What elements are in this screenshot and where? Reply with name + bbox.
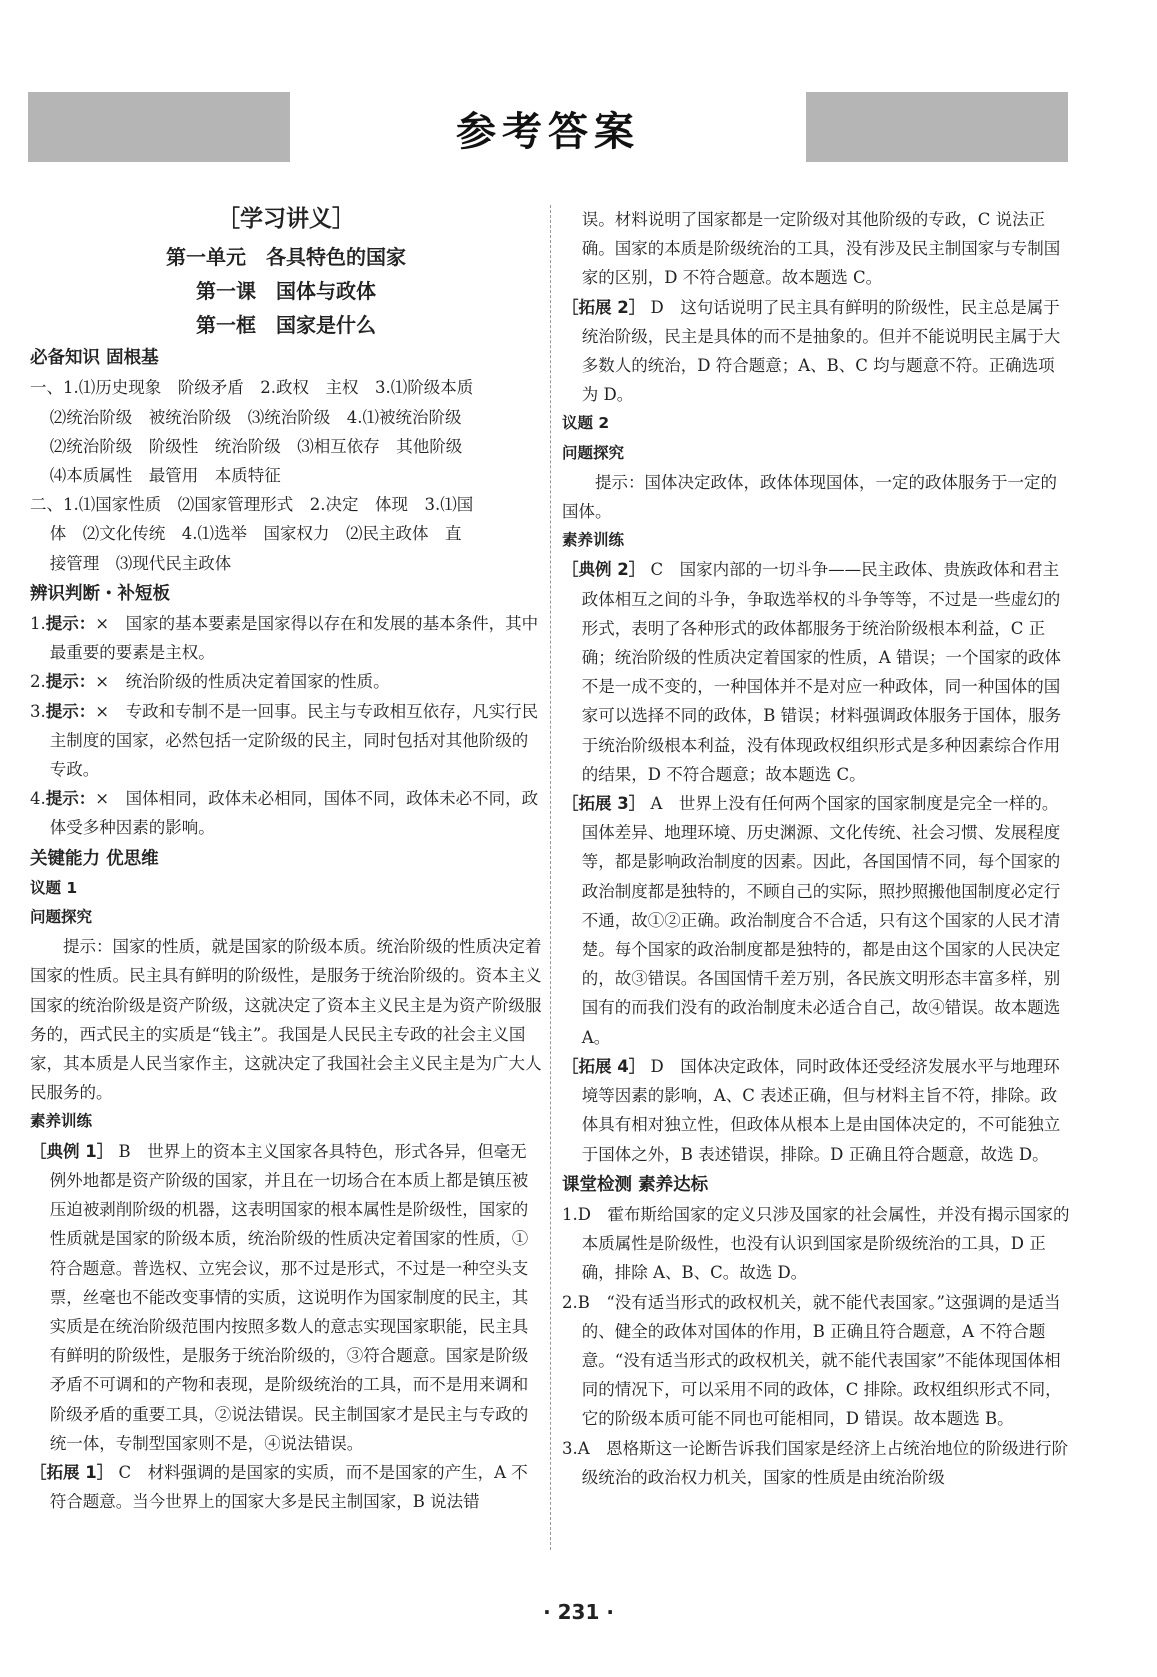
frame-heading: 第一框 国家是什么 (196, 313, 376, 338)
item-number: 3. (30, 701, 46, 721)
left-column (30, 205, 542, 1516)
extension-item (562, 293, 1070, 410)
lesson-heading: 第一课 国体与政体 (196, 279, 376, 304)
extension-item (562, 789, 1070, 1052)
page-number: · 231 · (543, 1600, 614, 1624)
knowledge-line: ⑵统治阶级 被统治阶级 ⑶统治阶级 4.⑴被统治阶级 (49, 407, 462, 427)
knowledge-line: ⑷本质属性 最管用 本质特征 (49, 466, 281, 486)
judgment-text: × 国体相同，政体未必相同，国体不同，政体未必不同，政体受多种因素的影响。 (49, 789, 539, 838)
hint-label: 提示： (45, 672, 96, 692)
unit-heading: 第一单元 各具特色的国家 (166, 245, 406, 270)
right-column (562, 205, 1070, 1492)
check-item: 1.D 霍布斯给国家的定义只涉及国家的社会属性，并没有揭示国家的本质属性是阶级性，也没有认识到国家是阶级统治的工具，D 正确，排除 A、B、C。故选 D。 (562, 1204, 1070, 1283)
example-label: ［典例 2］ (562, 560, 646, 580)
knowledge-line: 体 ⑵文化传统 4.⑴选举 国家权力 ⑵民主政体 直 (49, 524, 462, 544)
extension-text: A 世界上没有任何两个国家的国家制度是完全一样的。国体差异、地理环境、历史渊源、文化传统、社会习惯、发展程度等，都是影响政治制度的因素。因此，各国国情不同，每个国家的政治制度都是独特的，不顾自己的实际，照抄照搬他国制度必定行不通，故①②正确。政治制度合不合适，只有这个国家的人民才清楚。每个国家的政治制度都是独特的，都是由这个国家的人民决定的，故③错误。各国国情千差万别，各民族文明形态丰富多样，别国有的而我们没有的政治制度未必适合自己，故④错误。故本题选 A。 (581, 794, 1061, 1047)
judgment-item (30, 667, 542, 696)
example-label: ［典例 1］ (30, 1141, 114, 1161)
section-heading-judgment: 辨识判断・补短板 (30, 583, 170, 604)
subheading-training: 素养训练 (30, 1112, 93, 1131)
subheading-explore: 问题探究 (562, 443, 625, 462)
judgment-item (30, 609, 542, 667)
hint-label: 提示： (45, 614, 96, 634)
topic-heading: 议题 1 (30, 878, 78, 897)
check-item: 3.A 恩格斯这一论断告诉我们国家是经济上占统治地位的阶级进行阶级统治的政治权力机关，国家的性质是由统治阶级 (562, 1438, 1069, 1487)
section-tag: ［学习讲义］ (217, 206, 355, 232)
knowledge-line: 二、1.⑴国家性质 ⑵国家管理形式 2.决定 体现 3.⑴国 (30, 495, 474, 515)
page-title: 参考答案 (456, 109, 640, 155)
section-heading-knowledge: 必备知识 固根基 (30, 348, 159, 369)
knowledge-line: ⑵统治阶级 阶级性 统治阶级 ⑶相互依存 其他阶级 (49, 436, 463, 456)
topic-heading: 议题 2 (562, 414, 610, 433)
item-number: 2. (30, 672, 46, 692)
header-banner (28, 92, 1068, 162)
judgment-text: × 专政和专制不是一回事。民主与专政相互依存，凡实行民主制度的国家，必然包括一定阶级的民主，同时包括对其他阶级的专政。 (49, 701, 539, 780)
judgment-item (30, 784, 542, 842)
check-item: 2.B “没有适当形式的政权机关，就不能代表国家。”这强调的是适当的、健全的政体对国体的作用，B 正确且符合题意，A 不符合题意。“没有适当形式的政权机关，就不能代表国家”不能体现国体相同的情况下，可以采用不同的政体，C 排除。政权组织形式不同，它的阶级本质可能不同也可能相同，D 错误。故本题选 B。 (562, 1292, 1062, 1429)
subheading-explore: 问题探究 (30, 908, 93, 927)
extension-text: D 国体决定政体，同时政体还受经济发展水平与地理环境等因素的影响，A、C 表述正确，但与材料主旨不符，排除。政体具有相对独立性，但政体从根本上是由国体决定的，不可能独立于国体之外，B 表述错误，排除。D 正确且符合题意，故选 D。 (581, 1056, 1061, 1164)
judgment-item (30, 697, 542, 785)
example-item (562, 555, 1070, 789)
extension-label: ［拓展 1］ (30, 1462, 114, 1482)
judgment-text: × 国家的基本要素是国家得以存在和发展的基本条件，其中最重要的要素是主权。 (49, 614, 539, 663)
extension-label: ［拓展 4］ (562, 1056, 646, 1076)
item-number: 1. (30, 614, 46, 634)
section-heading-ability: 关键能力 优思维 (30, 848, 159, 869)
example-text: B 世界上的资本主义国家各具特色，形式各异，但毫无例外地都是资产阶级的国家，并且在一切场合在本质上都是镇压被压迫被剥削阶级的机器，这表明国家的根本属性是阶级性，国家的性质就是国家的阶级本质，统治阶级的性质决定着国家的性质，①符合题意。普选权、立宪会议，那不过是形式，不过是一种空头支票，丝毫也不能改变事情的实质，这说明作为国家制度的民主，其实质是在统治阶级范围内按照多数人的意志实现国家职能，民主具有鲜明的阶级性，是服务于统治阶级的，③符合题意。国家是阶级矛盾不可调和的产物和表现，是阶级统治的工具，而不是用来调和阶级矛盾的重要工具，②说法错误。民主制国家才是民主与专政的统一体，专制型国家则不是，④说法错误。 (49, 1141, 529, 1453)
item-number: 4. (30, 789, 46, 809)
section-heading-check: 课堂检测 素养达标 (562, 1174, 709, 1195)
example-item (30, 1137, 542, 1458)
column-divider (550, 205, 551, 1550)
hint-paragraph: 提示：国体决定政体，政体体现国体，一定的政体服务于一定的国体。 (562, 472, 1057, 522)
extension-text: D 这句话说明了民主具有鲜明的阶级性，民主总是属于统治阶级，民主是具体的而不是抽象的。但并不能说明民主属于大多数人的统治，D 符合题意；A、B、C 均与题意不符。正确选项为 D。 (581, 297, 1061, 405)
extension-continuation: 误。材料说明了国家都是一定阶级对其他阶级的专政，C 说法正确。国家的本质是阶级统治的工具，没有涉及民主制国家与专制国家的区别，D 不符合题意。故本题选 C。 (581, 210, 1061, 288)
extension-item (562, 1052, 1070, 1169)
extension-text: C 材料强调的是国家的实质，而不是国家的产生，A 不符合题意。当今世界上的国家大多是民主制国家，B 说法错 (49, 1462, 528, 1512)
extension-label: ［拓展 3］ (562, 794, 646, 814)
hint-paragraph: 提示：国家的性质，就是国家的阶级本质。统治阶级的性质决定着国家的性质。民主具有鲜明的阶级性，是服务于统治阶级的。资本主义国家的统治阶级是资产阶级，这就决定了资本主义民主是为资产阶级服务的，西式民主的实质是“钱主”。我国是人民民主专政的社会主义国家，其本质是人民当家作主，这就决定了我国社会主义民主是为广大人民服务的。 (30, 937, 542, 1103)
extension-label: ［拓展 2］ (562, 297, 646, 317)
subheading-training: 素养训练 (562, 531, 625, 550)
hint-label: 提示： (45, 789, 96, 809)
knowledge-line: 接管理 ⑶现代民主政体 (49, 553, 232, 573)
hint-label: 提示： (45, 701, 96, 721)
judgment-text: × 统治阶级的性质决定着国家的性质。 (95, 672, 390, 692)
knowledge-line: 一、1.⑴历史现象 阶级矛盾 2.政权 主权 3.⑴阶级本质 (30, 378, 474, 398)
example-text: C 国家内部的一切斗争——民主政体、贵族政体和君主政体相互之间的斗争，争取选举权的斗争等等，不过是一些虚幻的形式，表明了各种形式的政体都服务于统治阶级根本利益，C 正确；统治阶级的性质决定着国家的性质，A 错误；一个国家的政体不是一成不变的，一种国体并不是对应一种政体，同一种国体的国家可以选择不同的政体，B 错误；材料强调政体服务于国体，服务于统治阶级根本利益，没有体现政权组织形式是多种因素综合作用的结果，D 不符合题意；故本题选 C。 (581, 560, 1062, 784)
extension-item (30, 1458, 542, 1516)
